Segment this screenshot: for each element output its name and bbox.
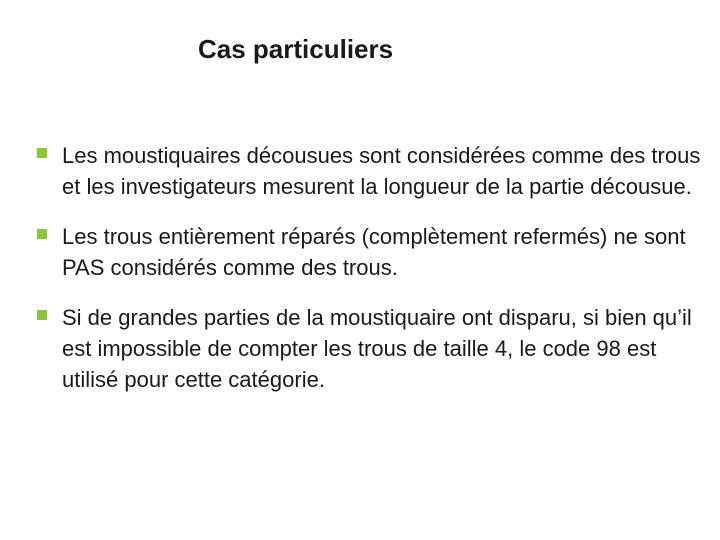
square-bullet-icon	[37, 310, 47, 320]
square-bullet-icon	[37, 229, 47, 239]
bullet-text: Si de grandes parties de la moustiquaire ont disparu, si bien qu’il est impossible de compter les trous de taille 4, le code 98 est utilisé pour cette catégorie.	[62, 305, 692, 392]
slide-title: Cas particuliers	[198, 34, 394, 64]
bullet-item	[36, 140, 704, 202]
bullet-list	[36, 140, 704, 395]
bullet-text: Les trous entièrement réparés (complètement refermés) ne sont PAS considérés comme des trous.	[62, 224, 686, 280]
bullet-item	[36, 221, 704, 283]
bullet-item	[36, 302, 704, 395]
bullet-text: Les moustiquaires décousues sont considérées comme des trous et les investigateurs mesurent la longueur de la partie décousue.	[62, 143, 701, 199]
square-bullet-icon	[37, 148, 47, 158]
